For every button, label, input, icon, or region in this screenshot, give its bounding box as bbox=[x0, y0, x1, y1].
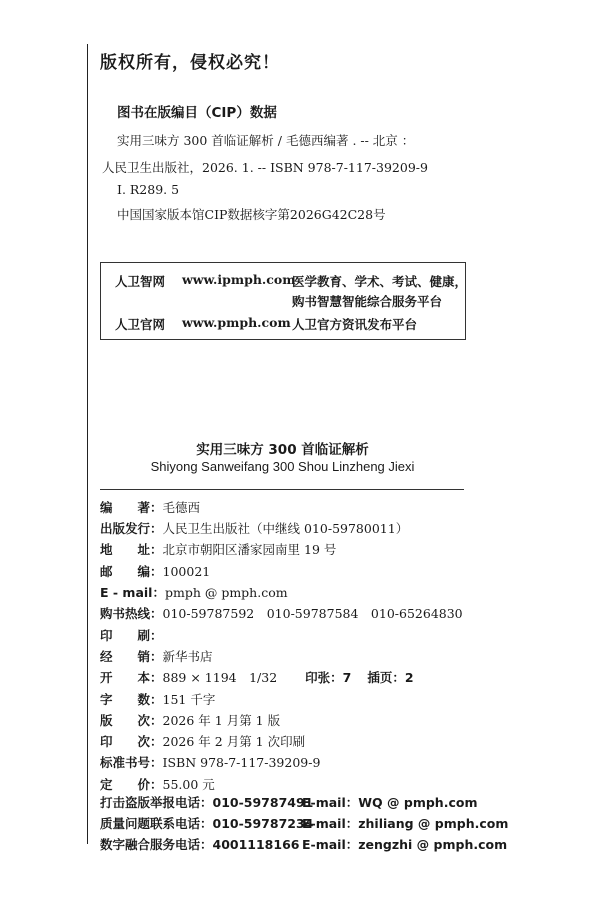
hotline-row bbox=[100, 835, 508, 853]
detail-row bbox=[100, 711, 280, 731]
detail-value: pmph @ pmph.com bbox=[164, 585, 288, 600]
divider bbox=[100, 489, 464, 490]
detail-value: ISBN 978-7-117-39209-9 bbox=[162, 755, 321, 770]
detail-label: 邮 编： bbox=[100, 564, 163, 579]
detail-value: 55.00 元 bbox=[162, 777, 215, 792]
detail-row bbox=[100, 753, 320, 773]
detail-value: 北京市朝阳区潘家园南里 19 号 bbox=[162, 542, 337, 557]
insert-count: 插页：2 bbox=[367, 670, 414, 685]
hotline-email[interactable]: E-mail：zengzhi @ pmph.com bbox=[302, 837, 508, 852]
detail-row bbox=[100, 583, 288, 603]
detail-label: 出版发行： bbox=[100, 521, 163, 536]
detail-row bbox=[100, 647, 213, 667]
platform-desc-2: 购书智慧智能综合服务平台 bbox=[292, 294, 443, 309]
copyright-notice: 版权所有，侵权必究！ bbox=[100, 53, 280, 73]
detail-label: 地 址： bbox=[100, 542, 163, 557]
cip-line-4: 中国国家版本馆CIP数据核字第2026G42C28号 bbox=[117, 207, 386, 222]
detail-value: 010-59787592 010-59787584 010-65264830 bbox=[162, 606, 463, 621]
hotline-row bbox=[100, 814, 509, 832]
hotline-label: 打击盗版举报电话：010-59787491 bbox=[100, 795, 314, 810]
detail-label: 经 销： bbox=[100, 649, 163, 664]
cip-line-1: 实用三味方 300 首临证解析 / 毛德西编著 . -- 北京 ： bbox=[117, 133, 415, 148]
detail-value: 2026 年 2 月第 1 次印刷 bbox=[162, 734, 306, 749]
hotline-email[interactable]: E-mail：zhiliang @ pmph.com bbox=[302, 816, 509, 831]
platform-box bbox=[100, 262, 466, 340]
detail-value: 毛德西 bbox=[162, 500, 201, 515]
platform-desc: 医学教育、学术、考试、健康， bbox=[292, 274, 468, 289]
detail-value: 100021 bbox=[162, 564, 211, 579]
detail-label: 标准书号： bbox=[100, 755, 163, 770]
detail-label: 购书热线： bbox=[100, 606, 163, 621]
detail-label: 开 本： bbox=[100, 670, 163, 685]
detail-row bbox=[100, 498, 200, 518]
platform-name: 人卫官网 bbox=[115, 317, 166, 332]
hotline-row bbox=[100, 793, 478, 811]
detail-value: 人民卫生出版社（中继线 010-59780011） bbox=[162, 521, 409, 536]
detail-row bbox=[100, 775, 215, 795]
detail-label: 印 次： bbox=[100, 734, 163, 749]
cip-line-2: 人民卫生出版社，2026. 1. -- ISBN 978-7-117-39209-9 bbox=[102, 160, 428, 175]
cip-line-3: Ⅰ. R289. 5 bbox=[117, 182, 180, 197]
hotline-email[interactable]: E-mail：WQ @ pmph.com bbox=[302, 795, 478, 810]
detail-row bbox=[100, 626, 163, 646]
detail-label: 字 数： bbox=[100, 692, 163, 707]
detail-value: 151 千字 bbox=[162, 692, 216, 707]
book-pinyin: Shiyong Sanweifang 300 Shou Linzheng Jiexi bbox=[150, 459, 415, 474]
detail-row bbox=[100, 562, 210, 582]
cip-title: 图书在版编目（CIP）数据 bbox=[117, 105, 277, 121]
detail-value: 新华书店 bbox=[162, 649, 213, 664]
detail-row bbox=[100, 690, 215, 710]
platform-name: 人卫智网 bbox=[115, 274, 166, 289]
detail-value: 889 × 1194 1/32 bbox=[162, 670, 278, 685]
hotline-label: 数字融合服务电话：4001118166 bbox=[100, 837, 300, 852]
detail-row bbox=[100, 668, 414, 688]
sheet-count: 印张：7 bbox=[305, 670, 352, 685]
detail-label: 印 刷： bbox=[100, 628, 163, 643]
detail-label: 编 著： bbox=[100, 500, 163, 515]
detail-label: E - mail： bbox=[100, 585, 165, 600]
detail-label: 定 价： bbox=[100, 777, 163, 792]
detail-row bbox=[100, 540, 336, 560]
detail-row bbox=[100, 604, 463, 624]
book-title: 实用三味方 300 首临证解析 bbox=[196, 442, 369, 458]
platform-desc: 人卫官方资讯发布平台 bbox=[292, 317, 418, 332]
detail-row bbox=[100, 732, 305, 752]
platform-url[interactable]: www.ipmph.com bbox=[182, 272, 296, 287]
detail-value: 2026 年 1 月第 1 版 bbox=[162, 713, 281, 728]
detail-label: 版 次： bbox=[100, 713, 163, 728]
detail-row bbox=[100, 519, 408, 539]
hotline-label: 质量问题联系电话：010-59787234 bbox=[100, 816, 314, 831]
platform-url[interactable]: www.pmph.com bbox=[182, 315, 291, 330]
